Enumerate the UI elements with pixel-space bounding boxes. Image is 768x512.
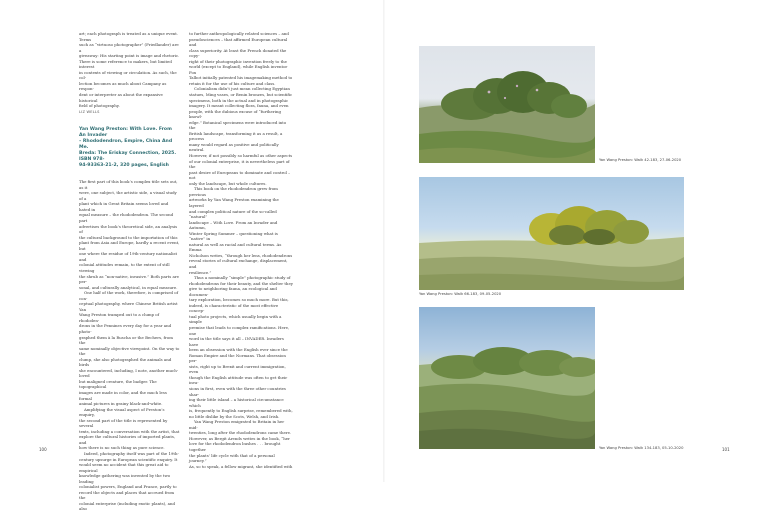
text-line: Colonialism didn’t just mean collecting Egyptian [194,86,290,92]
text-line: people, with the dubious excuse of “furthering knowl- [189,108,281,120]
text-line: but maligned creature, the badger. The topographical [79,378,157,390]
text-line: texts, including a conversation with the artist, that [79,428,180,434]
text-line: dent or interpreter as about the expansive historical [79,92,163,103]
text-line: of our colonial enterprise, it is nevertheless part of the [189,158,290,170]
text-line: the plants’ life cycle with that of a personal journey.” [189,452,275,464]
text-line: plant which in Great Britain seems loved and hated in [79,201,169,212]
text-line: in contexts of viewing or circulation. As such, the col- [79,69,177,81]
text-line: resilience.” [189,269,212,275]
text-line: Indeed, photography itself was part of the 19th- [84,451,179,456]
text-line: is, frequently to English surprise, remembered with, [189,408,293,414]
text-line: statues, Ming vases, or Benin bronzes, but scientific [189,92,293,98]
text-line: However, as Bergit Arends writes in the book, “her [189,435,290,441]
text-line: animal pictures in grainy black-and-white. [79,401,163,407]
text-line: and complex political nature of the so-called “natural” [189,208,277,220]
text-line: sonal, and culturally analytical, in equal measure. [79,284,178,290]
text-line: The first part of this book’s complex title sets out, as it [79,179,178,190]
text-line: one where the residue of 19th-century nationalist and [79,251,178,262]
text-line: As, so to speak, a fellow migrant, she identified with [189,463,293,469]
review-paragraph [189,275,293,419]
text-line: century upsurge in European scientific enquiry. It [79,456,178,462]
text-line: reveal stories of cultural exchange, displacement, and [189,258,288,269]
text-line: field of photography. [79,103,120,109]
text-line: been an obsession with the English ever since the [189,347,288,353]
text-line: colonial attitudes remain, to the extent of still viewing [79,262,170,273]
text-line: images are made in color, and the much less formal [79,389,167,401]
text-line: edge.” Botanical specimens were introduced into the [189,119,287,131]
heading-line: Yan Wang Preston: With Love. From An Invader [79,127,172,139]
page-gutter [383,0,385,482]
photo-caption: Yan Wang Preston: Walk 42-183, 27-06-2020 [599,158,682,162]
text-line: no little dislike by the Scots, Welsh, and Irish. [189,413,280,419]
text-line: the shrub as “non-native, invasive.” Both parts are per- [79,273,179,285]
text-line: colonial enterprise (including exotic plants), and also [79,500,175,512]
text-line: tual photo projects, which usually begin with a simple [189,313,282,325]
text-line: same nominally objective viewpoint. On the way to the [79,345,180,357]
text-line: art; each photograph is treated as a unique event. Terms [79,31,179,42]
text-line: imagery. It meant collecting flora, fauna, and even [189,103,289,109]
text-line: the cultural background to the importation of this [79,234,178,240]
review-paragraph [79,407,180,451]
heading-line: Breda: The Eriskay Connection, 2025. ISBN 978- [79,151,177,163]
landscape-illustration [419,307,595,449]
text-line: twenties, long after the rhododendrons came there. [189,430,292,436]
text-line: record the objects and places that accrued from the [79,489,175,501]
text-line: indeed, is characteristic of the most effective concep- [189,302,279,314]
text-line: would seem no accident that this great aid to empirical [79,462,169,473]
text-line: explore the cultural histories of imported plants, and [79,434,176,445]
text-line: colonialist powers, England and France, partly to [79,484,177,490]
text-line: right of their photographic invention freely to the [189,58,287,64]
text-line: word in the title says it all – INVADER. Invaders have [189,336,284,347]
text-line: retain it for the use of his culture and class. [189,80,276,86]
text-line: British landscape, transforming it as a result, a process [189,130,283,142]
review-paragraph [79,179,180,290]
text-line: landscape – With Love. From an Invader and Autumn, [189,219,278,231]
text-line: One half of the work, therefore, is comprised of con- [79,290,179,301]
text-line: lection becomes as much about Campany as respon- [79,80,167,92]
text-line: However, if not possibly so harmful as other aspects [189,153,293,159]
text-line: many would regard as positive and politically neutral. [189,141,279,153]
text-line: tary exploration, becomes so much more. But this, [189,297,289,303]
text-line: were, one subject, the artistic side, a visual study of a [79,190,177,201]
text-line: clump, she also photographed the animals and birds [79,356,172,368]
review-paragraph [189,31,293,86]
text-line: give to neighboring fauna, an ecological and documen- [189,286,277,297]
review-paragraph [79,290,180,406]
text-line: Nicholson writes, “through her lens, rhododendrons [189,252,293,258]
text-line: the second part of the title is represented by several [79,417,168,429]
text-line: advertises the book’s theoretical side, an analysis of [79,223,178,235]
text-line: pseudosciences – that affirmed European cultural and [189,36,288,48]
text-line: ing their little island – a historical circumstance which [189,397,284,408]
photo-rhododendron-walk-66 [419,177,684,290]
text-line: giveaway: His starting point is image and rhetoric. [79,53,180,59]
left-page-column-1 [79,31,180,512]
text-line: such as “virtuoso photographer” (Friedlander) are a [79,42,179,53]
page-number-left: 100 [39,447,47,452]
text-line: to further anthropologically related sciences – and [189,31,289,36]
reviewer-signature: LIZ WELLS [79,109,100,114]
text-line: class superiority. At least the French donated the copy- [189,47,287,59]
text-line: rhododendrons for their beauty, and the shelter they [189,280,293,286]
text-line: only the landscape, but whole cultures. [189,180,267,186]
text-line: specimens, both in the actual and in photographic [189,97,289,103]
intro-paragraph [79,31,180,109]
text-line: Yan Wang Preston emigrated to Britain in her mid- [189,419,285,430]
photo-rhododendron-walk-134 [419,307,595,449]
left-page-column-2 [189,31,293,469]
review-paragraph [189,86,293,186]
text-line: There is some reference to makers, but limited interest [79,58,172,70]
text-line: sists, right up to Brexit and current immigration, even [189,363,286,375]
photo-caption: Yan Wang Preston: Walk 66-183, 09-05-2020 [419,292,502,296]
heading-line: – Rhododendron, Empire, China And Me. [79,139,173,151]
review-heading [79,127,180,169]
text-line: how there is no such thing as pure science. [79,445,165,451]
photo-rhododendron-walk-42 [419,46,595,163]
text-line: This book on the rhododendron grew from previous [189,186,278,197]
review-paragraph [189,186,293,275]
text-line: Winter Spring Summer – questioning what is “native” in [189,230,278,242]
text-line: Amplifying the visual aspect of Preston’s enquiry, [79,406,165,418]
review-paragraph [189,419,293,469]
heading-line: 94-93363-21-2, 320 pages, English [79,163,169,169]
text-line: though the English attitude was often to get their inva- [189,374,288,386]
text-line: past desire of Europeans to dominate and control – not [189,169,291,181]
text-line: knowledge gathering was invented by the two leading [79,473,171,484]
text-line: sions in first, even with the three other countries shar- [189,386,286,397]
text-line: equal measure – the rhododendron. The second part [79,212,174,224]
text-line: natural as well as racial and cultural terms. As Emma [189,241,282,253]
page-number-right: 101 [722,447,730,452]
landscape-illustration [419,46,595,163]
text-line: premise that leads to complex ramifications. Here, one [189,324,290,336]
text-line: ceptual photography, where Chinese British artist Yan [79,301,178,312]
text-line: Roman Empire and the Normans. That obsession per- [189,352,286,364]
text-line: plant from Asia and Europe, hardly a recent event, but [79,240,180,251]
text-line: Thus a nominally “simple” photographic study of [194,275,291,281]
landscape-illustration [419,177,684,290]
text-line: she encountered, including, I note, another much-loved [79,367,179,379]
photo-caption: Yan Wang Preston: Walk 134-183, 05-10-2020 [599,446,684,450]
text-line: artworks by Yan Wang Preston examining the layered [189,197,279,208]
text-line: drons in the Pennines every day for a year and photo- [79,323,172,334]
text-line: Talbot initially patented his imagemaking method to [189,75,293,81]
text-line: graphed them à la Ruscha or the Bechers, from the [79,334,173,346]
text-line: love for the rhododendron bushes . . . brought together [189,441,281,453]
text-line: Wang Preston tramped out to a clump of rhododen- [79,312,160,323]
text-line: world (except to England), while English inventor Fox [189,64,288,75]
